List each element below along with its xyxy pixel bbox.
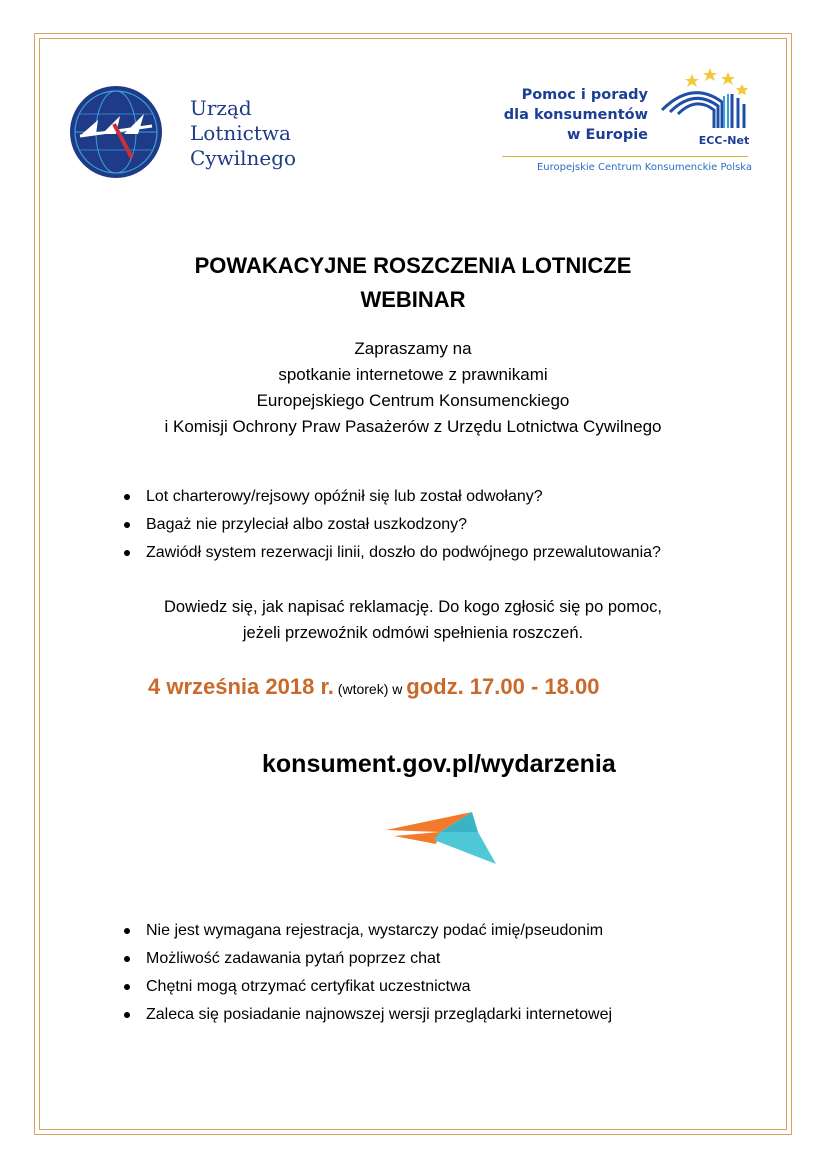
page-subtitle: WEBINAR	[360, 287, 466, 312]
list-item: Nie jest wymagana rejestracja, wystarczy podać imię/pseudonim	[96, 917, 612, 945]
event-weekday: (wtorek)	[337, 681, 389, 697]
info-list	[96, 917, 612, 1029]
event-date: 4 września 2018 r.	[148, 674, 334, 699]
learn-more-text	[40, 594, 786, 646]
intro-line: Zapraszamy na	[354, 339, 472, 358]
list-item: Zaleca się posiadanie najnowszej wersji przeglądarki internetowej	[96, 1001, 612, 1029]
intro-line: Europejskiego Centrum Konsumenckiego	[256, 391, 570, 410]
list-item: Chętni mogą otrzymać certyfikat uczestnictwa	[96, 973, 612, 1001]
ecc-divider	[502, 156, 748, 157]
ecc-line: dla konsumentów	[503, 107, 648, 123]
question-list	[96, 483, 661, 567]
ulc-name	[190, 96, 296, 171]
ecc-subtitle: Europejskie Centrum Konsumenckie Polska	[536, 162, 752, 173]
ulc-name-line: Lotnictwa	[190, 121, 291, 145]
event-url[interactable]: konsument.gov.pl/wydarzenia	[262, 750, 616, 778]
event-datetime	[148, 674, 599, 700]
list-item: Lot charterowy/rejsowy opóźnił się lub został odwołany?	[96, 483, 661, 511]
event-time: godz. 17.00 - 18.00	[406, 674, 600, 699]
ecc-net-emblem-icon	[652, 62, 752, 156]
paper-plane-icon	[386, 810, 498, 866]
ecc-logo-text	[488, 85, 648, 145]
ecc-badge: ECC-Net	[698, 134, 750, 147]
event-connector: w	[392, 681, 403, 697]
ulc-name-line: Cywilnego	[190, 146, 297, 170]
intro-line: i Komisji Ochrony Praw Pasażerów z Urzędu Lotnictwa Cywilnego	[164, 417, 662, 436]
intro-text	[40, 336, 786, 440]
page-title: POWAKACYJNE ROSZCZENIA LOTNICZE	[194, 253, 632, 278]
list-item: Bagaż nie przyleciał albo został uszkodzony?	[96, 511, 661, 539]
intro-line: spotkanie internetowe z prawnikami	[278, 365, 548, 384]
ulc-emblem-icon	[68, 84, 164, 180]
learn-more-line: Dowiedz się, jak napisać reklamację. Do kogo zgłosić się po pomoc,	[164, 598, 662, 616]
list-item: Możliwość zadawania pytań poprzez chat	[96, 945, 612, 973]
ecc-line: Pomoc i porady	[521, 87, 648, 103]
learn-more-line: jeżeli przewoźnik odmówi spełnienia roszczeń.	[242, 624, 584, 642]
list-item: Zawiódł system rezerwacji linii, doszło do podwójnego przewalutowania?	[96, 539, 661, 567]
ecc-line: w Europie	[567, 127, 648, 143]
ulc-name-line: Urząd	[190, 96, 252, 120]
